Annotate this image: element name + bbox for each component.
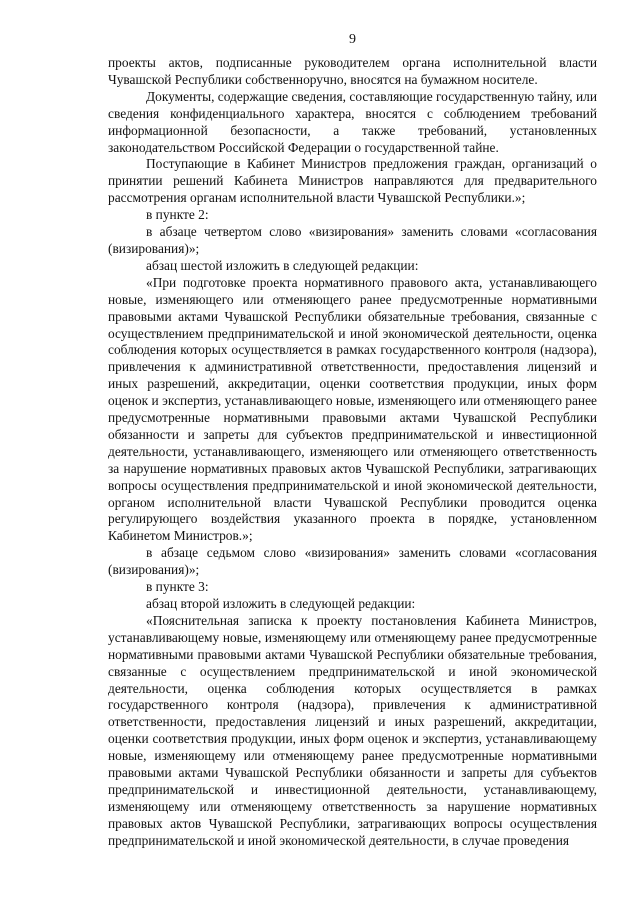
paragraph-11: «Пояснительная записка к проекту постановления Кабинета Министров, устанавливающему новые, изменяющему или отменяющему ранее предусмотренные нормативными правовыми актами Чувашской Республики обязательные требования, связанные с осуществлением предпринимательской и иной экономической деятельности, оценка соблюдения которых осуществляется в рамках государственного контроля (надзора), привлечения к административной ответственности, предоставления лицензий и иных разрешений, аккредитации, оценки соответствия продукции, иных форм оценок и экспертиз, устанавливающему новые, изменяющему или отменяющему ранее предусмотренные нормативными правовыми актами Чувашской Республики обязанности и запреты для субъектов предпринимательской и инвестиционной деятельности, устанавливающему, изменяющему или отменяющему ответственность за нарушение нормативных правовых актов Чувашской Республики, затрагивающих вопросы осуществления предпринимательской и иной экономической деятельности, в случае проведения bbox=[108, 612, 597, 848]
paragraph-2: Документы, содержащие сведения, составляющие государственную тайну, или сведения конфиденциального характера, вносятся с соблюдением требований информационной безопасности, а также требований, установленных законодательством Российской Федерации о государственной тайне. bbox=[108, 88, 597, 155]
paragraph-8: в абзаце седьмом слово «визирования» заменить словами «согласования (визирования)»; bbox=[108, 545, 597, 578]
document-body bbox=[108, 55, 597, 850]
paragraph-10: абзац второй изложить в следующей редакции: bbox=[146, 596, 416, 611]
page-number: 9 bbox=[349, 32, 356, 47]
paragraph-4: в пункте 2: bbox=[146, 207, 209, 223]
paragraph-3: Поступающие в Кабинет Министров предложения граждан, организаций о принятии решений Кабинета Министров направляются для предварительного рассмотрения органам исполнительной власти Чувашской Республики.»; bbox=[108, 156, 597, 206]
paragraph-9: в пункте 3: bbox=[146, 579, 209, 595]
paragraph-1: проекты актов, подписанные руководителем органа исполнительной власти Чувашской Республики собственноручно, вносятся на бумажном носителе. bbox=[108, 55, 597, 87]
paragraph-5: в абзаце четвертом слово «визирования» заменить словами «согласования (визирования)»; bbox=[108, 224, 597, 256]
paragraph-6: абзац шестой изложить в следующей редакции: bbox=[146, 257, 419, 273]
paragraph-7: «При подготовке проекта нормативного правового акта, устанавливающего новые, изменяющего или отменяющего ранее предусмотренные нормативными правовыми актами Чувашской Республики обязательные требования, связанные с осуществлением предпринимательской и иной экономической деятельности, оценка соблюдения которых осуществляется в рамках государственного контроля (надзора), привлечения к административной ответственности, предоставления лицензий и иных разрешений, аккредитации, оценки соответствия продукции, иных форм оценок и экспертиз, устанавливающего новые, изменяющего или отменяющего ранее предусмотренные нормативными правовыми актами Чувашской Республики обязанности и запреты для субъектов предпринимательской и инвестиционной деятельности, устанавливающего, изменяющего или отменяющего ответственность за нарушение нормативных правовых актов Чувашской Республики, затрагивающих вопросы осуществления предпринимательской и иной экономической деятельности, органом исполнительной власти Чувашской Республики проводится оценка регулирующего воздействия указанного проекта в порядке, установленном Кабинетом Министров.»; bbox=[108, 274, 597, 544]
